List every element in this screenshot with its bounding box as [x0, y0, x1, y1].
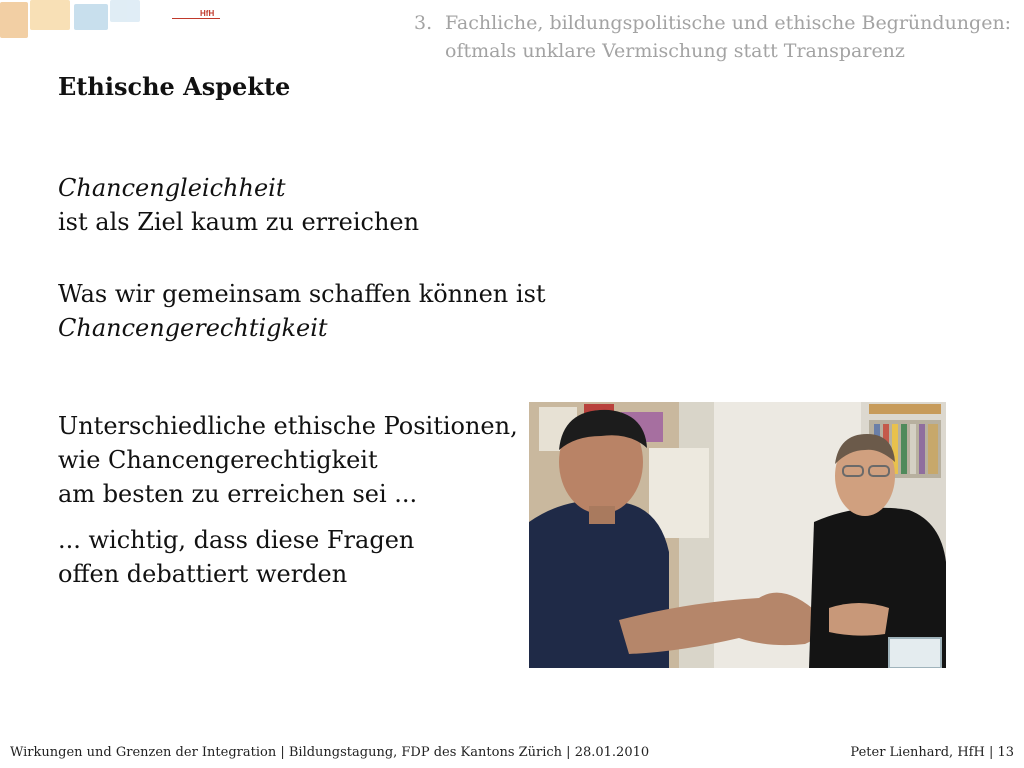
logo-mark: HfH — [200, 9, 215, 18]
logo-blocks — [0, 0, 150, 40]
agenda-text — [445, 9, 1020, 65]
block4-line2: offen debattiert werden — [58, 560, 348, 588]
hfh-logo — [0, 0, 225, 42]
footer — [10, 745, 1014, 765]
term-chancengerechtigkeit: Chancengerechtigkeit — [58, 314, 328, 342]
slide-title: Ethische Aspekte — [58, 72, 291, 101]
discussion-photo — [529, 402, 946, 668]
block4-line1: ... wichtig, dass diese Fragen — [58, 526, 415, 554]
block2-line1: Was wir gemeinsam schaffen können ist — [58, 280, 546, 308]
agenda-line-1: Fachliche, bildungspolitische und ethische Begründungen: — [445, 12, 1012, 34]
text-block-chancengleichheit — [58, 171, 419, 239]
logo-divider — [172, 18, 220, 19]
footer-author-page: Peter Lienhard, HfH | 13 — [850, 745, 1014, 760]
block1-line2: ist als Ziel kaum zu erreichen — [58, 208, 420, 236]
text-block-debatte — [58, 523, 414, 591]
block3-line3: am besten zu erreichen sei ... — [58, 480, 418, 508]
text-block-chancengerechtigkeit — [58, 277, 546, 345]
block3-line1: Unterschiedliche ethische Positionen, — [58, 412, 518, 440]
footer-event-info: Wirkungen und Grenzen der Integration | Bildungstagung, FDP des Kantons Zürich | 28.01.2010 — [10, 745, 650, 760]
term-chancengleichheit: Chancengleichheit — [58, 174, 286, 202]
agenda-number: 3. — [414, 12, 433, 34]
block3-line2: wie Chancengerechtigkeit — [58, 446, 378, 474]
agenda-line-2: oftmals unklare Vermischung statt Transparenz — [445, 40, 905, 62]
text-block-positionen — [58, 409, 518, 511]
